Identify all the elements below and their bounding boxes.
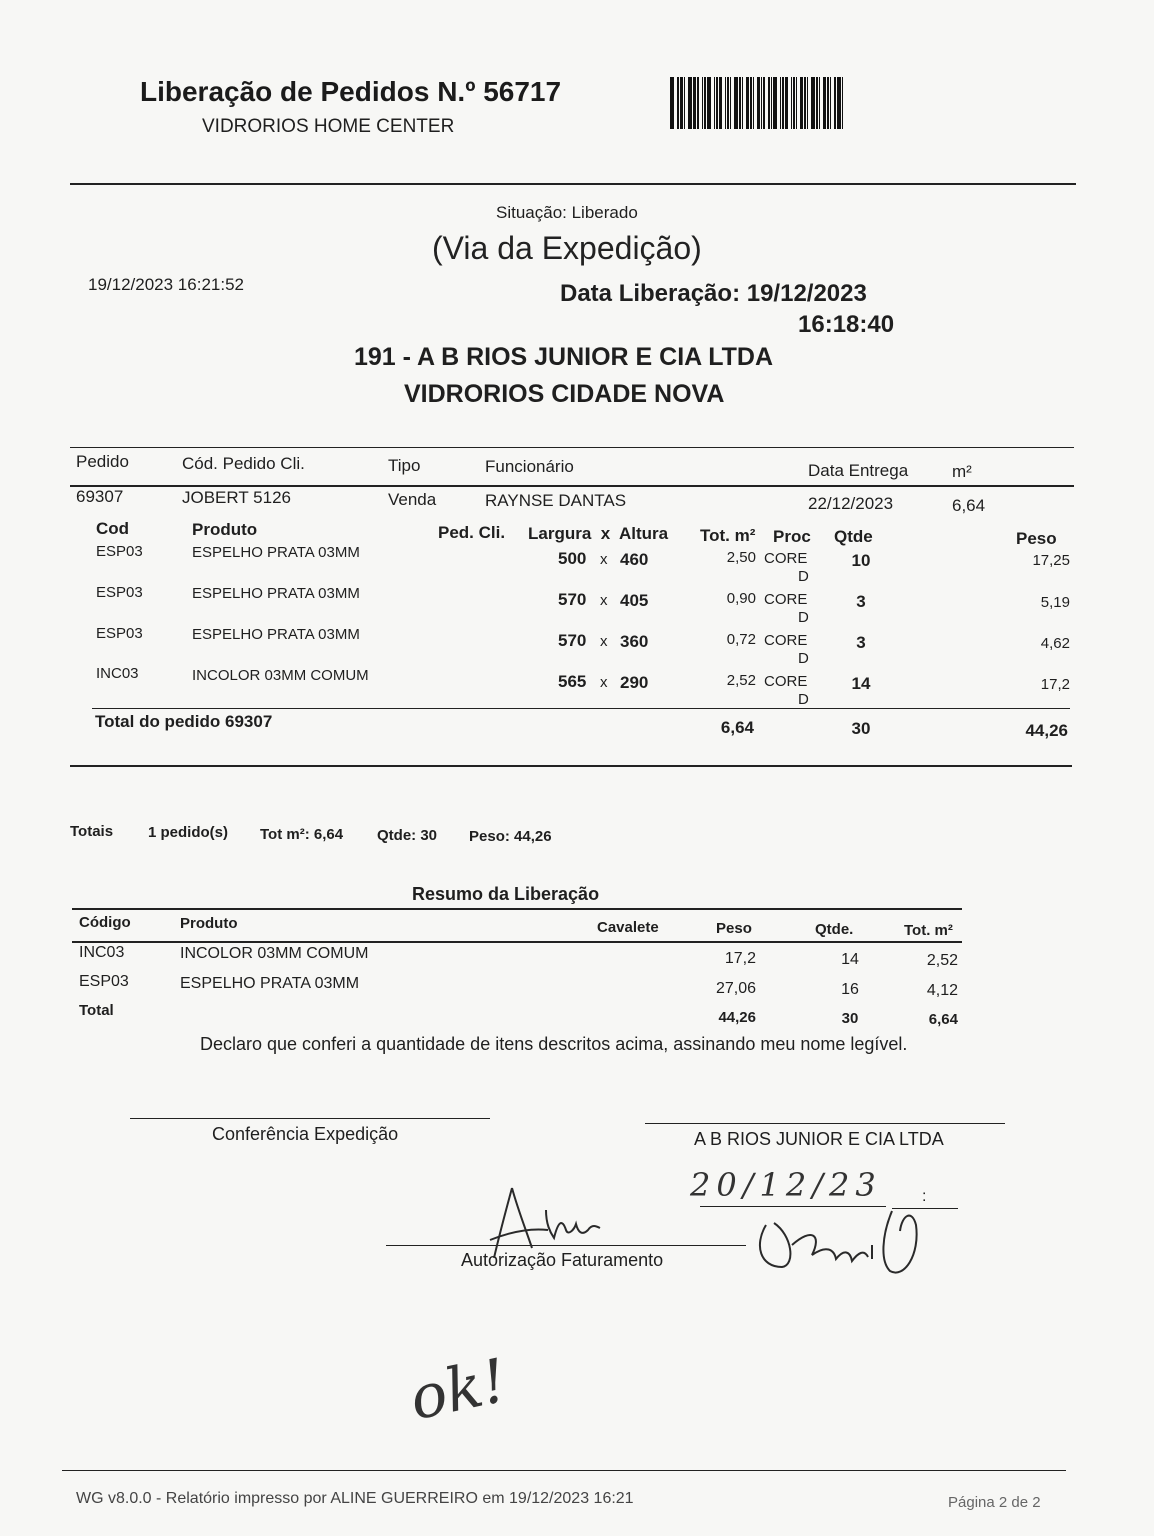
barcode-bar xyxy=(677,77,679,129)
item-altura: 405 xyxy=(620,591,649,610)
barcode-bar xyxy=(750,77,752,129)
col-funcionario: Funcionário xyxy=(485,457,574,476)
item-largura: 565 xyxy=(558,672,587,691)
totals-pedidos: 1 pedido(s) xyxy=(148,824,229,841)
barcode-bar xyxy=(704,77,706,129)
order-tipo: Venda xyxy=(388,490,437,509)
barcode-bar xyxy=(827,77,829,129)
barcode-bar xyxy=(837,77,841,129)
item-qtde: 14 xyxy=(851,674,871,693)
item-cod: ESP03 xyxy=(96,543,143,560)
totals-peso: Peso: 44,26 xyxy=(469,828,552,845)
declaration-text: Declaro que conferi a quantidade de itens descritos acima, assinando meu nome legível. xyxy=(200,1034,908,1054)
client-name: 191 - A B RIOS JUNIOR E CIA LTDA xyxy=(354,343,774,371)
item-x: x xyxy=(600,674,608,691)
signature-label-conferencia: Conferência Expedição xyxy=(212,1124,399,1144)
barcode-bar xyxy=(793,77,795,129)
totals-label: Totais xyxy=(70,823,114,840)
item-cod: ESP03 xyxy=(96,584,143,601)
item-x: x xyxy=(600,633,608,650)
barcode-bar xyxy=(716,77,718,129)
barcode-bar xyxy=(761,77,762,129)
barcode-bar xyxy=(746,77,749,129)
barcode-bar xyxy=(771,77,772,129)
barcode-bar xyxy=(727,77,729,129)
item-x: x xyxy=(600,551,608,568)
summary-total-label: Total xyxy=(79,1002,114,1019)
signature-label-empresa: A B RIOS JUNIOR E CIA LTDA xyxy=(694,1129,944,1149)
order-total-m2: 6,64 xyxy=(720,718,754,737)
barcode-bar xyxy=(816,77,818,129)
totals-m2: Tot m²: 6,64 xyxy=(260,826,344,843)
handwritten-ok: ok! xyxy=(403,1345,513,1435)
header-divider xyxy=(70,183,1076,185)
barcode-bar xyxy=(780,77,781,129)
summary-qtde: 16 xyxy=(841,981,859,998)
summary-peso: 27,06 xyxy=(715,980,756,997)
order-total-peso: 44,26 xyxy=(1025,721,1068,740)
barcode-bar xyxy=(688,77,692,129)
item-col-ped-cli: Ped. Cli. xyxy=(438,523,506,542)
item-proc-suffix: D xyxy=(798,568,809,585)
company-name: VIDRORIOS HOME CENTER xyxy=(202,116,455,137)
item-qtde: 3 xyxy=(856,633,866,652)
order-pedido: 69307 xyxy=(76,487,124,506)
item-cod: ESP03 xyxy=(96,625,143,642)
item-produto: ESPELHO PRATA 03MM xyxy=(192,544,360,561)
summary-produto: ESPELHO PRATA 03MM xyxy=(180,975,360,992)
item-produto: ESPELHO PRATA 03MM xyxy=(192,626,360,643)
status-text: Situação: Liberado xyxy=(496,203,638,222)
barcode-bar xyxy=(693,77,696,129)
page-number: Página 2 de 2 xyxy=(948,1494,1041,1511)
barcode-bar xyxy=(804,77,806,129)
item-proc: CORE xyxy=(764,550,808,567)
summary-top-rule xyxy=(72,908,962,910)
barcode-bar xyxy=(842,77,843,129)
barcode-bar xyxy=(768,77,770,129)
item-produto: INCOLOR 03MM COMUM xyxy=(192,667,369,684)
item-proc: CORE xyxy=(764,673,808,690)
summary-col-cavalete: Cavalete xyxy=(597,919,659,936)
summary-total-qtde: 30 xyxy=(841,1010,859,1027)
item-proc: CORE xyxy=(764,632,808,649)
barcode-bar xyxy=(800,77,803,129)
barcode-bar xyxy=(684,77,685,129)
item-largura: 500 xyxy=(558,549,587,568)
summary-header-rule xyxy=(72,941,962,943)
item-peso: 5,19 xyxy=(1040,594,1070,611)
barcode-bar xyxy=(739,77,741,129)
signature-aline xyxy=(470,1180,630,1270)
release-time: 16:18:40 xyxy=(798,311,895,338)
summary-total-tot-m2: 6,64 xyxy=(928,1011,958,1028)
barcode-bar xyxy=(702,77,703,129)
summary-codigo: INC03 xyxy=(79,944,125,961)
order-cod-pedido-cli: JOBERT 5126 xyxy=(182,488,291,507)
item-col-peso: Peso xyxy=(1016,529,1057,548)
barcode-bar xyxy=(819,77,820,129)
summary-title: Resumo da Liberação xyxy=(412,884,600,904)
barcode-bar xyxy=(807,77,808,129)
document-title: Liberação de Pedidos N.º 56717 xyxy=(140,76,562,107)
signature-label-autorizacao: Autorização Faturamento xyxy=(461,1250,664,1270)
barcode-bar xyxy=(753,77,754,129)
barcode-bar xyxy=(791,77,792,129)
summary-col-qtde: Qtde. xyxy=(815,921,854,938)
item-produto: ESPELHO PRATA 03MM xyxy=(192,585,360,602)
barcode-bar xyxy=(823,77,826,129)
barcode-bar xyxy=(763,77,765,129)
item-tot-m2: 2,50 xyxy=(726,549,756,566)
item-col-qtde: Qtde xyxy=(834,527,873,546)
release-date-label: Data Liberação: xyxy=(560,280,741,307)
barcode-bar xyxy=(725,77,726,129)
items-total-rule xyxy=(92,708,1070,709)
barcode xyxy=(670,77,848,129)
item-qtde: 10 xyxy=(851,551,871,570)
item-col-proc: Proc xyxy=(773,527,811,546)
totals-qtde: Qtde: 30 xyxy=(377,827,438,844)
item-largura: 570 xyxy=(558,631,587,650)
summary-produto: INCOLOR 03MM COMUM xyxy=(180,945,369,962)
barcode-bar xyxy=(734,77,738,129)
barcode-bar xyxy=(670,77,674,129)
summary-total-peso: 44,26 xyxy=(718,1009,756,1026)
barcode-bar xyxy=(796,77,797,129)
summary-tot-m2: 2,52 xyxy=(926,952,958,969)
order-funcionario: RAYNSE DANTAS xyxy=(485,491,627,510)
item-altura: 290 xyxy=(620,673,649,692)
item-cod: INC03 xyxy=(96,665,139,682)
client-branch: VIDRORIOS CIDADE NOVA xyxy=(404,380,725,408)
order-total-label: Total do pedido 69307 xyxy=(95,712,273,731)
order-header-rule xyxy=(70,485,1074,487)
item-altura: 360 xyxy=(620,632,649,651)
item-tot-m2: 2,52 xyxy=(726,672,756,689)
item-col-cod: Cod xyxy=(96,519,130,538)
summary-col-codigo: Código xyxy=(79,914,131,931)
time-separator: : xyxy=(922,1188,927,1205)
summary-col-tot-m2: Tot. m² xyxy=(904,922,953,939)
barcode-bar xyxy=(697,77,699,129)
summary-peso: 17,2 xyxy=(724,950,756,967)
item-proc-suffix: D xyxy=(798,650,809,667)
item-x: x xyxy=(600,592,608,609)
barcode-bar xyxy=(742,77,743,129)
col-data-entrega: Data Entrega xyxy=(808,461,909,480)
item-peso: 17,2 xyxy=(1040,676,1070,693)
signature-daniel xyxy=(752,1205,942,1285)
barcode-bar xyxy=(811,77,815,129)
barcode-bar xyxy=(680,77,683,129)
item-qtde: 3 xyxy=(856,592,866,611)
footer-rule xyxy=(62,1470,1066,1471)
order-m2: 6,64 xyxy=(952,496,986,515)
signature-line-conferencia xyxy=(130,1118,490,1119)
item-peso: 17,25 xyxy=(1032,552,1070,569)
barcode-bar xyxy=(830,77,831,129)
col-cod-pedido-cli: Cód. Pedido Cli. xyxy=(182,454,305,473)
item-proc-suffix: D xyxy=(798,609,809,626)
item-col-produto: Produto xyxy=(192,520,258,539)
summary-col-peso: Peso xyxy=(716,920,752,937)
summary-codigo: ESP03 xyxy=(79,973,129,990)
item-tot-m2: 0,90 xyxy=(726,590,756,607)
summary-col-produto: Produto xyxy=(180,915,238,932)
col-pedido: Pedido xyxy=(76,452,129,471)
release-date xyxy=(560,280,867,308)
barcode-bar xyxy=(730,77,731,129)
barcode-bar xyxy=(707,77,711,129)
handwritten-date: 20/12/23 xyxy=(690,1166,882,1204)
barcode-bar xyxy=(714,77,715,129)
item-proc: CORE xyxy=(764,591,808,608)
col-m2: m² xyxy=(952,462,972,481)
item-tot-m2: 0,72 xyxy=(726,631,756,648)
barcode-bar xyxy=(719,77,722,129)
footer-printed-by: WG v8.0.0 - Relatório impresso por ALINE GUERREIRO em 19/12/2023 16:21 xyxy=(76,1490,634,1507)
item-altura: 460 xyxy=(620,550,649,569)
item-proc-suffix: D xyxy=(798,691,809,708)
printed-timestamp: 19/12/2023 16:21:52 xyxy=(88,275,244,294)
item-col-largura-altura: Largura x Altura xyxy=(528,524,669,543)
barcode-bar xyxy=(785,77,788,129)
barcode-bar xyxy=(757,77,760,129)
order-top-rule xyxy=(70,447,1074,448)
item-col-tot-m2: Tot. m² xyxy=(700,526,756,545)
order-bottom-rule xyxy=(70,765,1072,767)
barcode-bar xyxy=(834,77,836,129)
order-total-qtde: 30 xyxy=(851,719,871,738)
item-largura: 570 xyxy=(558,590,587,609)
copy-type: (Via da Expedição) xyxy=(432,230,702,266)
col-tipo: Tipo xyxy=(388,456,421,475)
signature-line-empresa xyxy=(645,1123,1005,1124)
summary-qtde: 14 xyxy=(841,951,859,968)
release-date-value: 19/12/2023 xyxy=(746,280,867,307)
barcode-bar xyxy=(782,77,784,129)
summary-tot-m2: 4,12 xyxy=(926,982,958,999)
barcode-bar xyxy=(773,77,777,129)
order-data-entrega: 22/12/2023 xyxy=(808,494,894,513)
item-peso: 4,62 xyxy=(1040,635,1070,652)
